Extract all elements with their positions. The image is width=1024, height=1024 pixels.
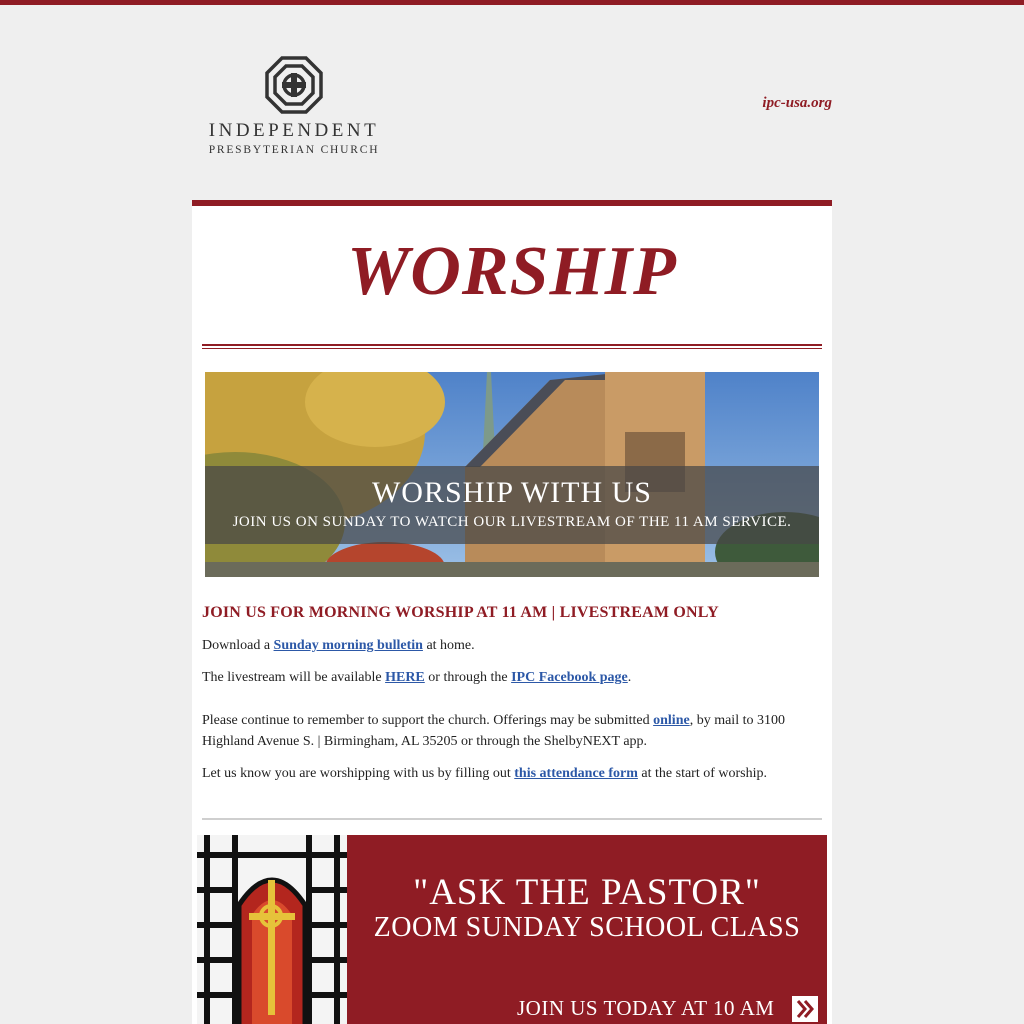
section-heading: JOIN US FOR MORNING WORSHIP AT 11 AM | LIVESTREAM ONLY bbox=[202, 604, 719, 621]
promo-subtitle: ZOOM SUNDAY SCHOOL CLASS bbox=[373, 912, 801, 943]
double-chevron-right-icon[interactable] bbox=[792, 996, 818, 1022]
livestream-link[interactable]: HERE bbox=[385, 670, 425, 685]
text-segment: at the start of worship. bbox=[637, 766, 768, 781]
promo-call-to-action[interactable]: JOIN US TODAY AT 10 AM bbox=[517, 996, 775, 1020]
logo-name: INDEPENDENT bbox=[208, 120, 380, 141]
text-segment: Please continue to remember to support the church. Offerings may be submitted bbox=[202, 713, 654, 728]
stained-glass-window bbox=[197, 835, 347, 1024]
stained-glass-image bbox=[197, 835, 347, 1024]
text-segment: The livestream will be available bbox=[202, 670, 386, 685]
banner-heading: WORSHIP WITH US bbox=[371, 476, 652, 509]
worship-banner-image[interactable] bbox=[205, 372, 819, 577]
offering-paragraph bbox=[202, 710, 822, 752]
text-segment: or through the bbox=[424, 670, 512, 685]
top-accent-bar bbox=[0, 0, 1024, 5]
ask-the-pastor-banner[interactable] bbox=[197, 835, 827, 1024]
bulletin-link[interactable]: Sunday morning bulletin bbox=[273, 638, 423, 653]
text-segment: Let us know you are worshipping with us by filling out bbox=[202, 766, 515, 781]
livestream-paragraph bbox=[202, 667, 822, 688]
text-segment: . bbox=[627, 670, 632, 685]
online-giving-link[interactable]: online bbox=[653, 713, 690, 728]
text-segment: Download a bbox=[202, 638, 274, 653]
banner-subheading: JOIN US ON SUNDAY TO WATCH OUR LIVESTREAM OF THE 11 AM SERVICE. bbox=[232, 514, 792, 530]
worship-details bbox=[202, 602, 822, 795]
celtic-cross-logo-icon bbox=[264, 55, 324, 115]
text-segment: at home. bbox=[422, 638, 475, 653]
church-logo[interactable] bbox=[204, 55, 384, 157]
chevron-glyph bbox=[792, 996, 818, 1022]
section-divider bbox=[202, 818, 822, 820]
page-title: WORSHIP bbox=[347, 233, 677, 310]
attendance-form-link[interactable]: this attendance form bbox=[514, 766, 638, 781]
title-divider bbox=[202, 344, 822, 349]
promo-title: "ASK THE PASTOR" bbox=[413, 872, 761, 913]
logo-subtitle: PRESBYTERIAN CHURCH bbox=[208, 144, 380, 156]
facebook-link[interactable]: IPC Facebook page bbox=[511, 670, 628, 685]
banner-text-band bbox=[205, 466, 819, 544]
attendance-paragraph bbox=[202, 763, 822, 784]
email-content-card bbox=[192, 200, 832, 1024]
text-segment: , by mail to 3100 Highland Avenue S. | Birmingham, AL 35205 or through the ShelbyNEXT app. bbox=[202, 713, 785, 749]
bulletin-paragraph bbox=[202, 635, 822, 656]
website-link[interactable]: ipc-usa.org bbox=[762, 95, 832, 111]
